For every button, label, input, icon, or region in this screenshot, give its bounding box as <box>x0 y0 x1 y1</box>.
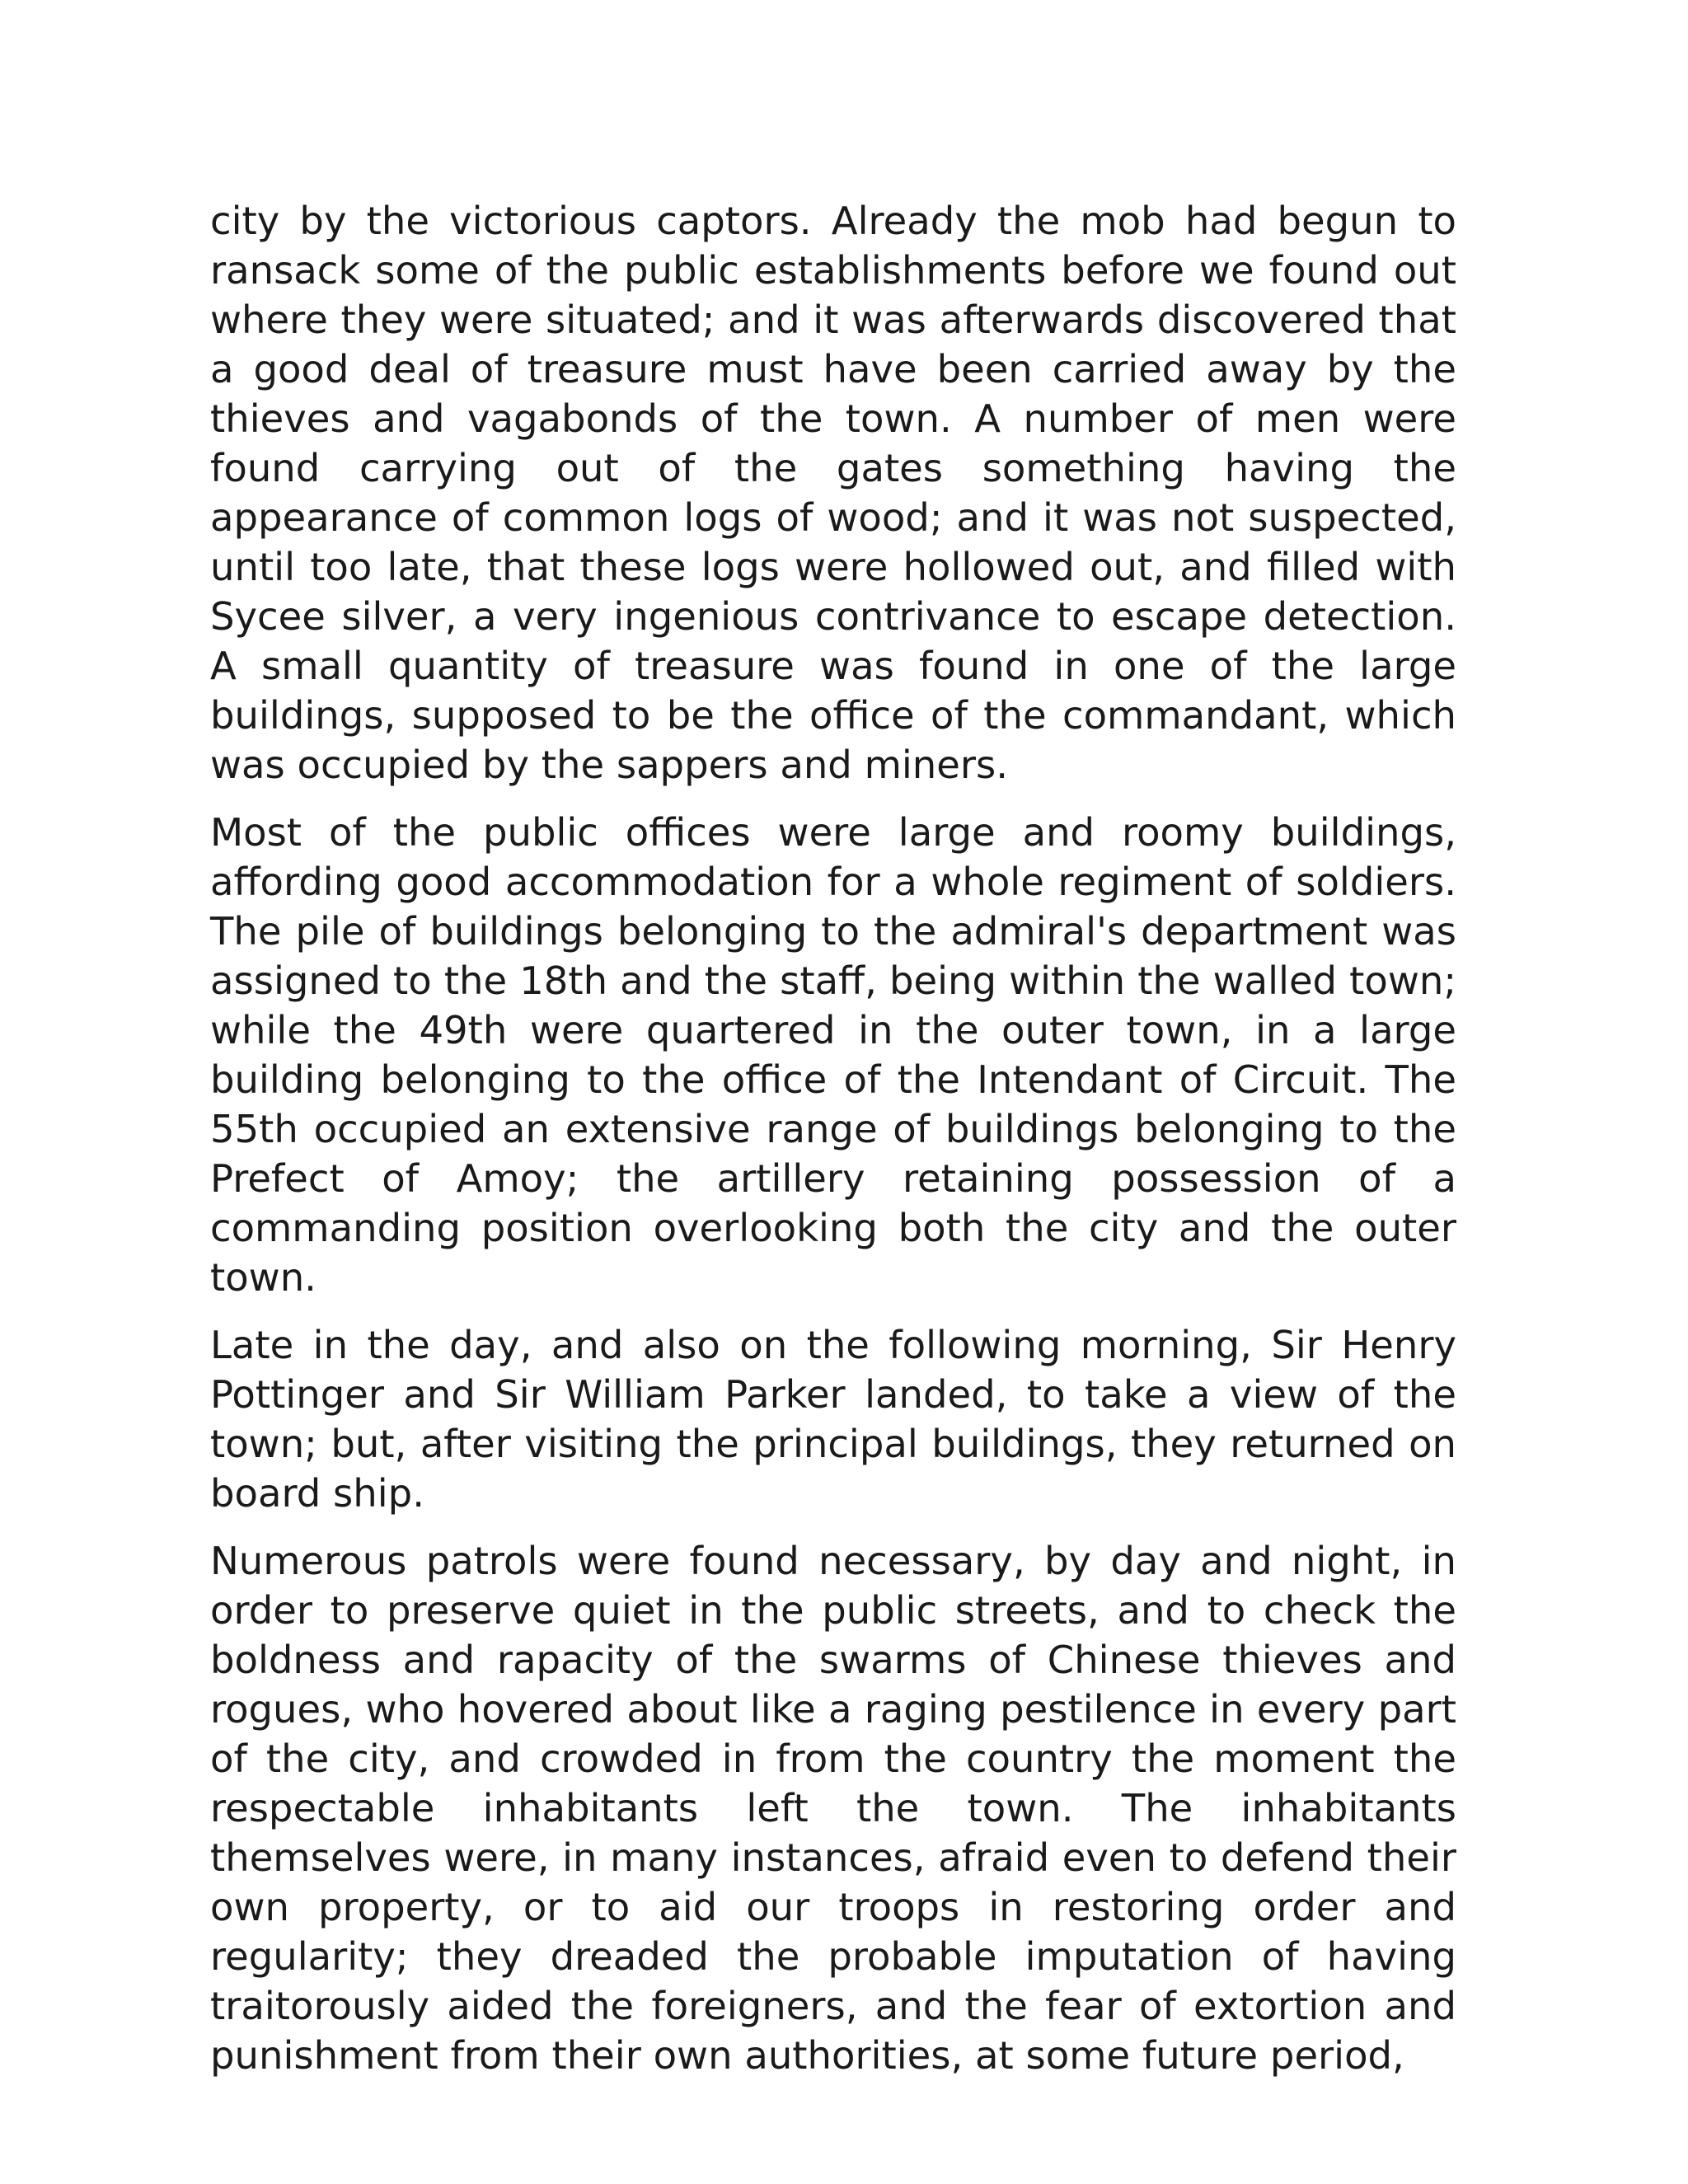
paragraph-4: Numerous patrols were found necessary, by day and night, in order to preserve quiet in the public streets, and to check the boldness and rapacity of the swarms of Chinese thieves and rogues, who hovered about like a raging pestilence in every part of the city, and crowded in from the country the moment the respectable inhabitants left the town. The inhabitants themselves were, in many instances, afraid even to defend their own property, or to aid our troops in restoring order and regularity; they dreaded the probable imputation of having traitorously aided the foreigners, and the fear of extortion and punishment from their own authorities, at some future period, <box>210 1539 1456 2078</box>
paragraph-2: Most of the public offices were large and roomy buildings, affording good accommodation for a whole regiment of soldiers. The pile of buildings belonging to the admiral's department was assigned to the 18th and the staff, being within the walled town; while the 49th were quartered in the outer town, in a large building belonging to the office of the Intendant of Circuit. The 55th occupied an extensive range of buildings belonging to the Prefect of Amoy; the artillery retaining possession of a commanding position overlooking both the city and the outer town. <box>210 810 1456 1300</box>
paragraph-1: city by the victorious captors. Already the mob had begun to ransack some of the public establishments before we found out where they were situated; and it was afterwards discovered that a good deal of treasure must have been carried away by the thieves and vagabonds of the town. A number of men were found carrying out of the gates something having the appearance of common logs of wood; and it was not suspected, until too late, that these logs were hollowed out, and filled with Sycee silver, a very ingenious contrivance to escape detection. A small quantity of treasure was found in one of the large buildings, supposed to be the office of the commandant, which was occupied by the sappers and miners. <box>210 199 1456 787</box>
page-body <box>210 196 1456 2098</box>
paragraph-3: Late in the day, and also on the following morning, Sir Henry Pottinger and Sir William Parker landed, to take a view of the town; but, after visiting the principal buildings, they returned on board ship. <box>210 1323 1456 1516</box>
